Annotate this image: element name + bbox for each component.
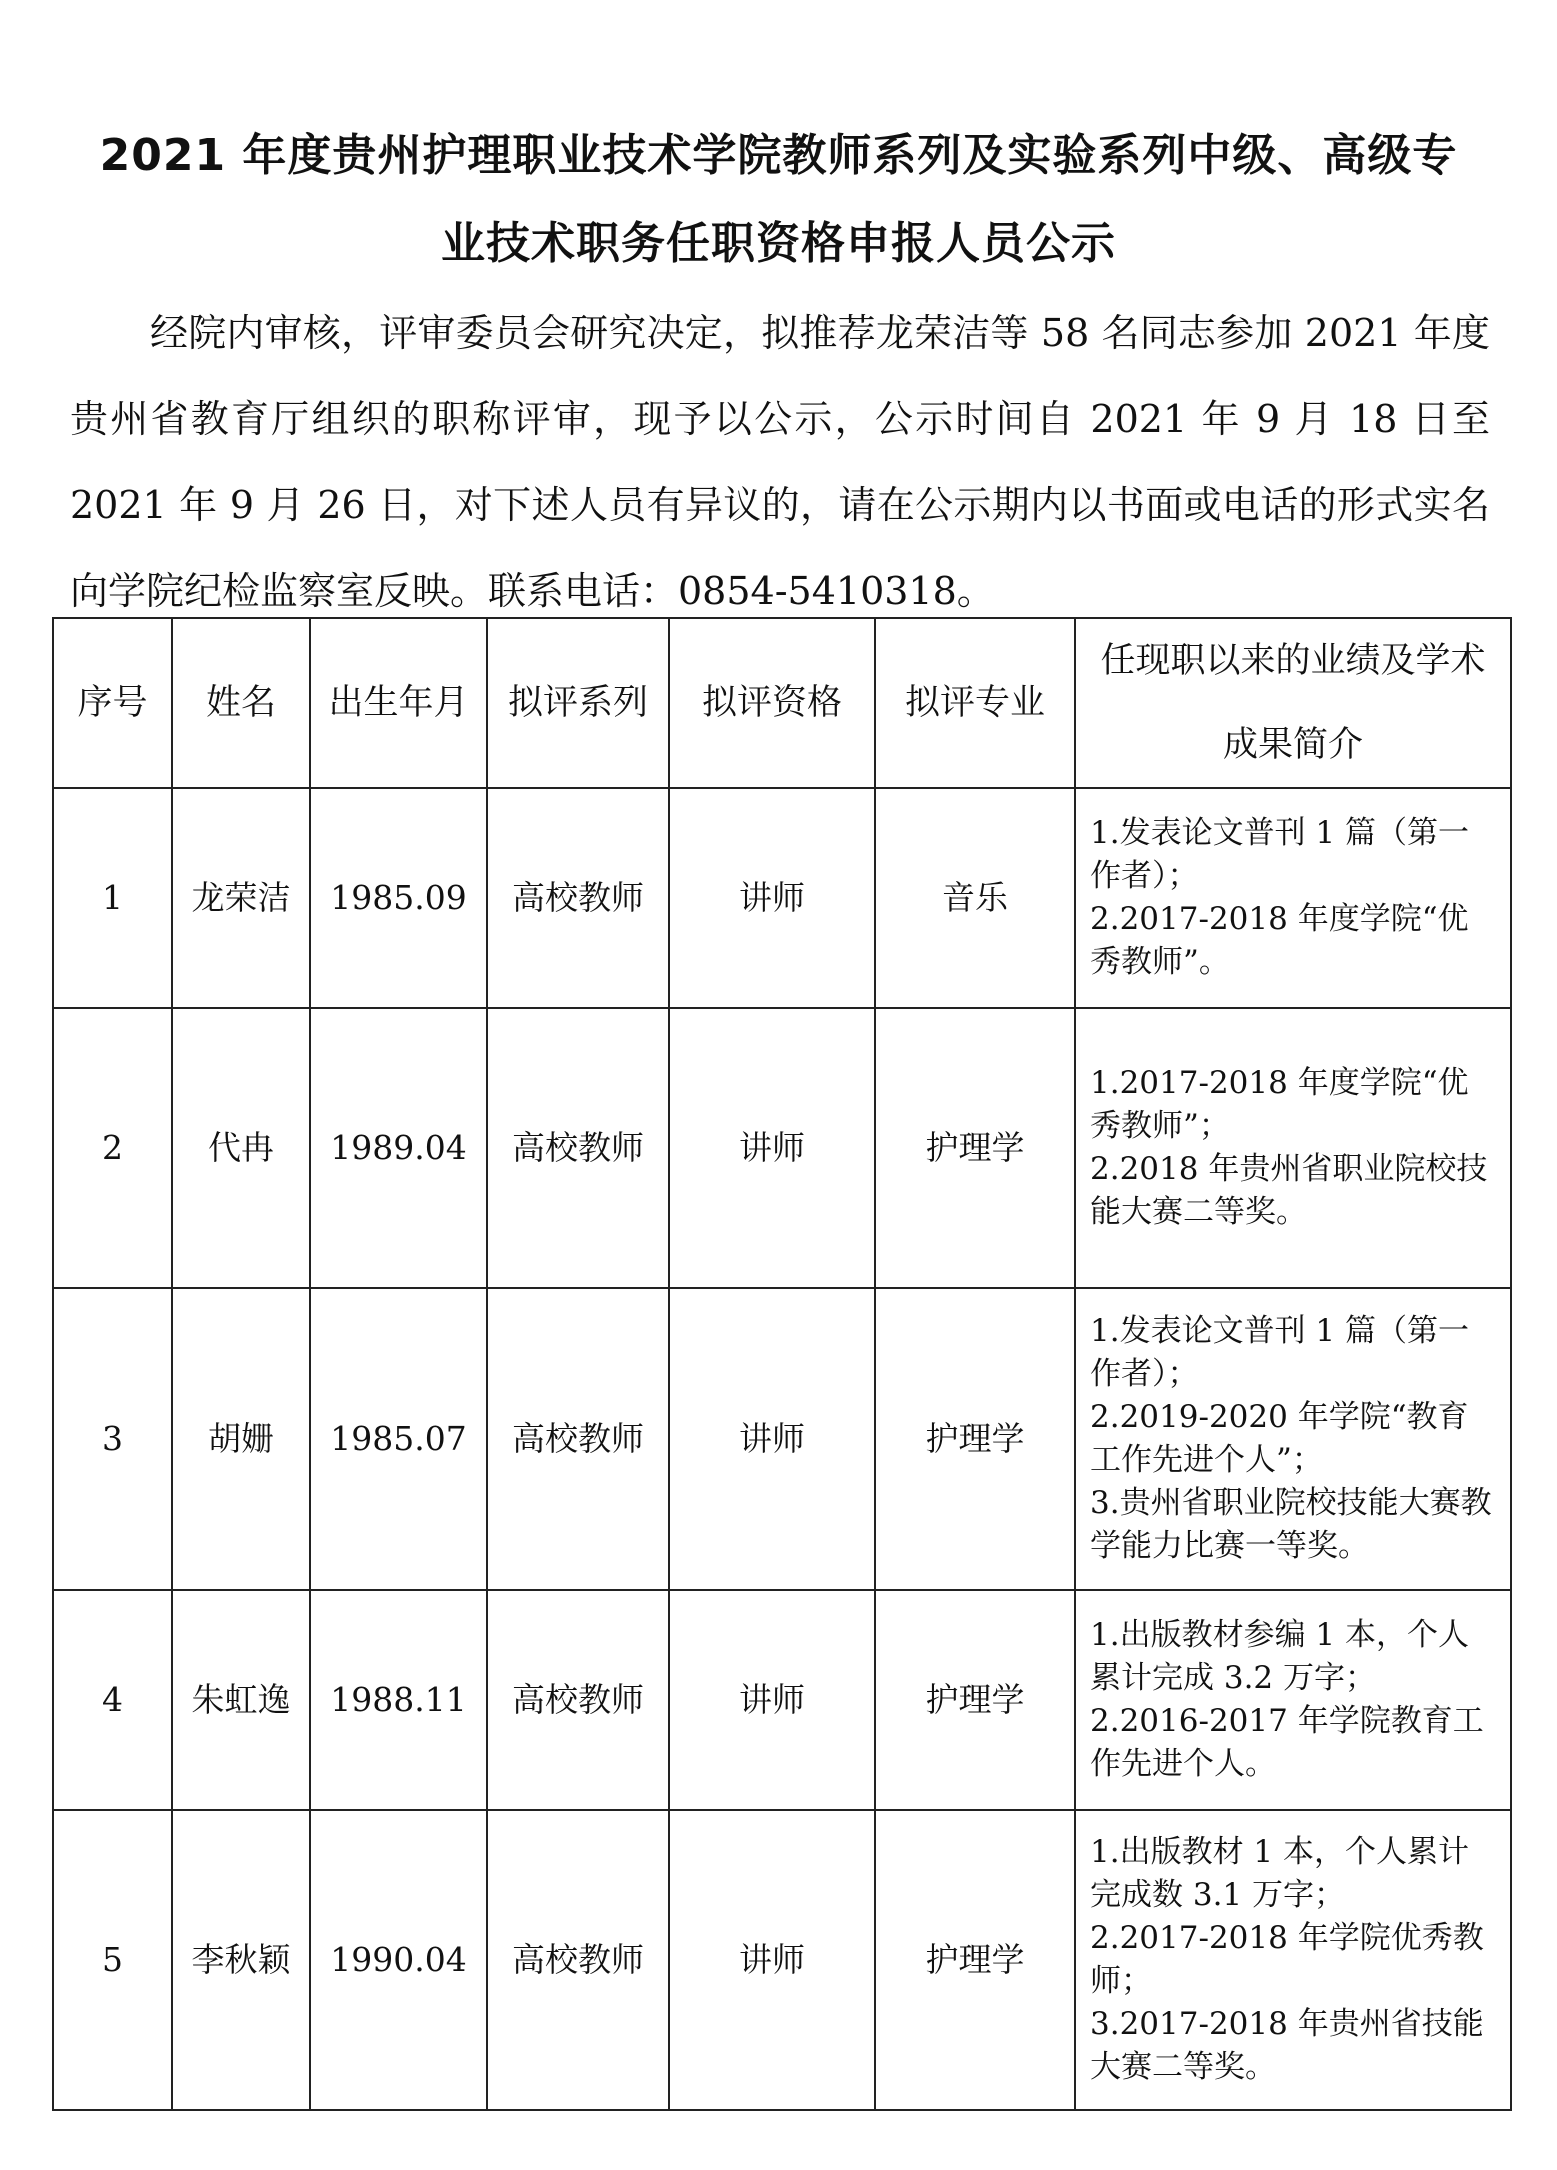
cell-name: 代冉 <box>172 1008 310 1288</box>
cell-major: 护理学 <box>875 1288 1075 1590</box>
achievement-line: 1.出版教材 1 本，个人累计完成数 3.1 万字； <box>1090 1834 1470 1913</box>
cell-seq: 1 <box>53 788 172 1008</box>
cell-name: 龙荣洁 <box>172 788 310 1008</box>
achievement-line: 1.发表论文普刊 1 篇（第一作者）； <box>1090 1313 1470 1392</box>
cell-series: 高校教师 <box>487 1590 669 1810</box>
header-seq: 序号 <box>53 618 172 788</box>
achievement-line: 1.2017-2018 年度学院“优秀教师”； <box>1090 1065 1469 1144</box>
cell-birth: 1985.09 <box>310 788 487 1008</box>
cell-qualification: 讲师 <box>669 1288 875 1590</box>
cell-major: 护理学 <box>875 1590 1075 1810</box>
intro-paragraph: 经院内审核，评审委员会研究决定，拟推荐龙荣洁等 58 名同志参加 2021 年度贵州省教育厅组织的职称评审，现予以公示，公示时间自 2021 年 9 月 18 日至 2021 年 9 月 26 日，对下述人员有异议的，请在公示期内以书面或电话的形式实名向学院纪检监察室反映。联系电话：0854-5410318。 <box>70 311 1490 613</box>
cell-achievements <box>1075 1590 1511 1810</box>
cell-seq: 2 <box>53 1008 172 1288</box>
cell-achievements <box>1075 1810 1511 2110</box>
table-header-row <box>53 618 1511 788</box>
cell-series: 高校教师 <box>487 788 669 1008</box>
achievement-line: 2.2019-2020 年学院“教育工作先进个人”； <box>1090 1399 1469 1478</box>
title-line-2: 业技术职务任职资格申报人员公示 <box>441 218 1116 269</box>
header-series: 拟评系列 <box>487 618 669 788</box>
cell-birth: 1989.04 <box>310 1008 487 1288</box>
cell-birth: 1985.07 <box>310 1288 487 1590</box>
cell-seq: 3 <box>53 1288 172 1590</box>
header-name: 姓名 <box>172 618 310 788</box>
cell-name: 胡姗 <box>172 1288 310 1590</box>
table-row <box>53 1810 1511 2110</box>
header-major: 拟评专业 <box>875 618 1075 788</box>
title-line-1: 2021 年度贵州护理职业技术学院教师系列及实验系列中级、高级专 <box>99 130 1458 181</box>
achievement-line: 3.贵州省职业院校技能大赛教学能力比赛一等奖。 <box>1090 1485 1492 1564</box>
cell-qualification: 讲师 <box>669 1008 875 1288</box>
achievement-line: 2.2018 年贵州省职业院校技能大赛二等奖。 <box>1090 1151 1488 1230</box>
cell-achievements <box>1075 1288 1511 1590</box>
table-row <box>53 788 1511 1008</box>
achievement-line: 2.2016-2017 年学院教育工作先进个人。 <box>1090 1703 1484 1782</box>
cell-seq: 4 <box>53 1590 172 1810</box>
table-row <box>53 1288 1511 1590</box>
applicant-table <box>52 617 1512 2111</box>
cell-birth: 1988.11 <box>310 1590 487 1810</box>
table-row <box>53 1590 1511 1810</box>
achievement-line: 3.2017-2018 年贵州省技能大赛二等奖。 <box>1090 2006 1484 2085</box>
achievement-line: 1.发表论文普刊 1 篇（第一作者）； <box>1090 815 1470 894</box>
table-row <box>53 1008 1511 1288</box>
achievement-line: 1.出版教材参编 1 本，个人累计完成 3.2 万字； <box>1090 1617 1470 1696</box>
header-achievements: 任现职以来的业绩及学术成果简介 <box>1075 618 1511 788</box>
cell-major: 护理学 <box>875 1810 1075 2110</box>
cell-qualification: 讲师 <box>669 1810 875 2110</box>
cell-name: 李秋颖 <box>172 1810 310 2110</box>
cell-series: 高校教师 <box>487 1810 669 2110</box>
achievement-line: 2.2017-2018 年学院优秀教师； <box>1090 1920 1484 1999</box>
cell-achievements <box>1075 788 1511 1008</box>
document-title <box>60 112 1497 288</box>
achievement-line: 2.2017-2018 年度学院“优秀教师”。 <box>1090 901 1469 980</box>
header-qualification: 拟评资格 <box>669 618 875 788</box>
cell-name: 朱虹逸 <box>172 1590 310 1810</box>
cell-seq: 5 <box>53 1810 172 2110</box>
cell-major: 音乐 <box>875 788 1075 1008</box>
cell-qualification: 讲师 <box>669 1590 875 1810</box>
cell-qualification: 讲师 <box>669 788 875 1008</box>
cell-major: 护理学 <box>875 1008 1075 1288</box>
cell-birth: 1990.04 <box>310 1810 487 2110</box>
cell-achievements <box>1075 1008 1511 1288</box>
cell-series: 高校教师 <box>487 1008 669 1288</box>
header-birth: 出生年月 <box>310 618 487 788</box>
cell-series: 高校教师 <box>487 1288 669 1590</box>
